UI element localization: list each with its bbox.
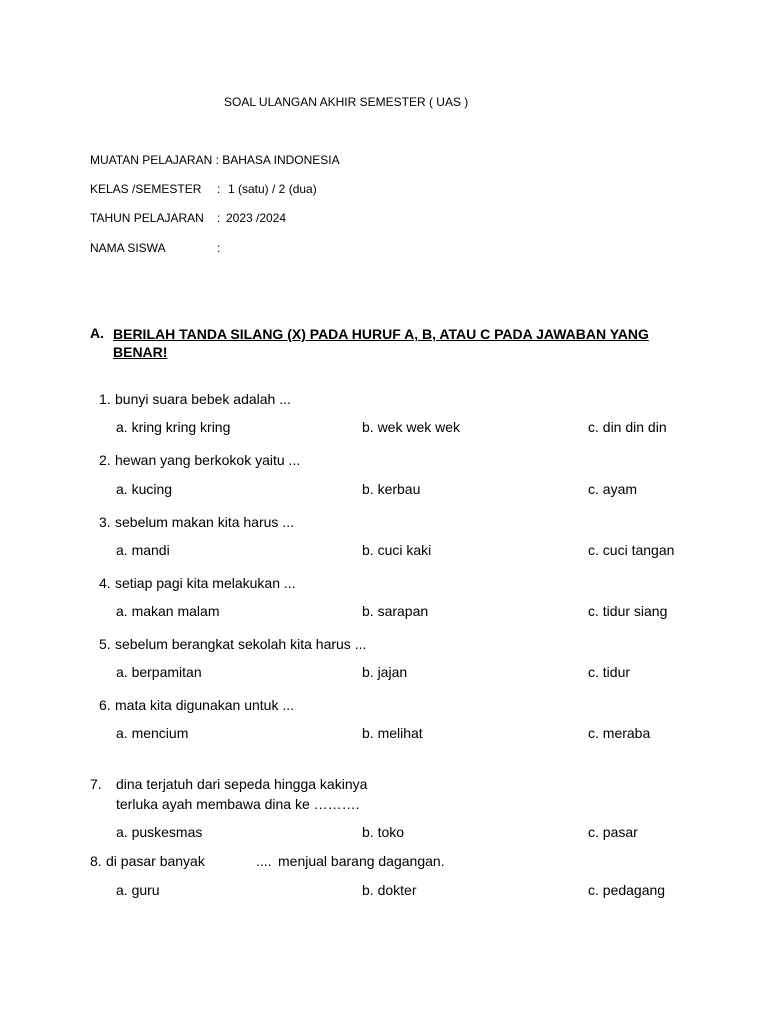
question-text: dina terjatuh dari sepeda hingga kakinya: [116, 776, 368, 792]
question-blank: ....: [256, 853, 272, 869]
option-c: c. tidur: [588, 664, 631, 680]
option-b: b. kerbau: [362, 481, 421, 497]
option-b: b. wek wek wek: [362, 419, 461, 435]
option-a: a. kucing: [116, 481, 173, 497]
question-number: 8.: [90, 853, 102, 869]
question-text-end: menjual barang dagangan.: [278, 853, 445, 869]
option-b: b. jajan: [362, 664, 408, 680]
question-text: hewan yang berkokok yaitu ...: [115, 452, 301, 468]
section-instruction: BERILAH TANDA SILANG (X) PADA HURUF A, B, ATAU C PADA JAWABAN YANG BENAR!: [113, 326, 649, 360]
question-number: 4.: [99, 575, 111, 591]
option-b: b. toko: [362, 824, 405, 840]
option-a: a. berpamitan: [116, 664, 202, 680]
option-c: c. din din din: [588, 419, 667, 435]
question-text: bunyi suara bebek adalah ...: [115, 391, 291, 407]
info-class-colon: :: [217, 182, 221, 196]
option-a: a. makan malam: [116, 603, 220, 619]
info-year-colon: :: [217, 211, 221, 225]
option-b: b. cuci kaki: [362, 542, 432, 558]
question-text: setiap pagi kita melakukan ...: [115, 575, 296, 591]
info-subject: MUATAN PELAJARAN : BAHASA INDONESIA: [90, 153, 340, 167]
question-number: 5.: [99, 636, 111, 652]
document-title: SOAL ULANGAN AKHIR SEMESTER ( UAS ): [224, 95, 469, 109]
option-c: c. tidur siang: [588, 603, 668, 619]
question-number: 2.: [99, 452, 111, 468]
info-year-value: 2023 /2024: [226, 211, 287, 225]
option-b: b. melihat: [362, 725, 423, 741]
option-a: a. kring kring kring: [116, 419, 231, 435]
option-a: a. mandi: [116, 542, 170, 558]
question-text: sebelum berangkat sekolah kita harus ...: [115, 636, 367, 652]
question-text: di pasar banyak: [106, 853, 205, 869]
section-letter: A.: [90, 325, 104, 341]
question-text: sebelum makan kita harus ...: [115, 514, 294, 530]
info-year-label: TAHUN PELAJARAN: [90, 211, 204, 225]
info-class-label: KELAS /SEMESTER: [90, 182, 202, 196]
option-a: a. puskesmas: [116, 824, 203, 840]
option-c: c. meraba: [588, 725, 651, 741]
info-class-value: 1 (satu) / 2 (dua): [228, 182, 317, 196]
question-number: 1.: [99, 391, 111, 407]
option-a: a. guru: [116, 882, 160, 898]
option-c: c. ayam: [588, 481, 638, 497]
option-b: b. dokter: [362, 882, 417, 898]
option-a: a. mencium: [116, 725, 189, 741]
option-c: c. pasar: [588, 824, 638, 840]
question-number: 7.: [90, 776, 102, 792]
question-text: mata kita digunakan untuk ...: [115, 697, 294, 713]
option-c: c. pedagang: [588, 882, 666, 898]
option-c: c. cuci tangan: [588, 542, 675, 558]
question-number: 6.: [99, 697, 111, 713]
question-text-line2: terluka ayah membawa dina ke ……….: [116, 796, 360, 812]
info-name-colon: :: [217, 241, 221, 255]
info-name-label: NAMA SISWA: [90, 241, 166, 255]
option-b: b. sarapan: [362, 603, 429, 619]
question-number: 3.: [99, 514, 111, 530]
